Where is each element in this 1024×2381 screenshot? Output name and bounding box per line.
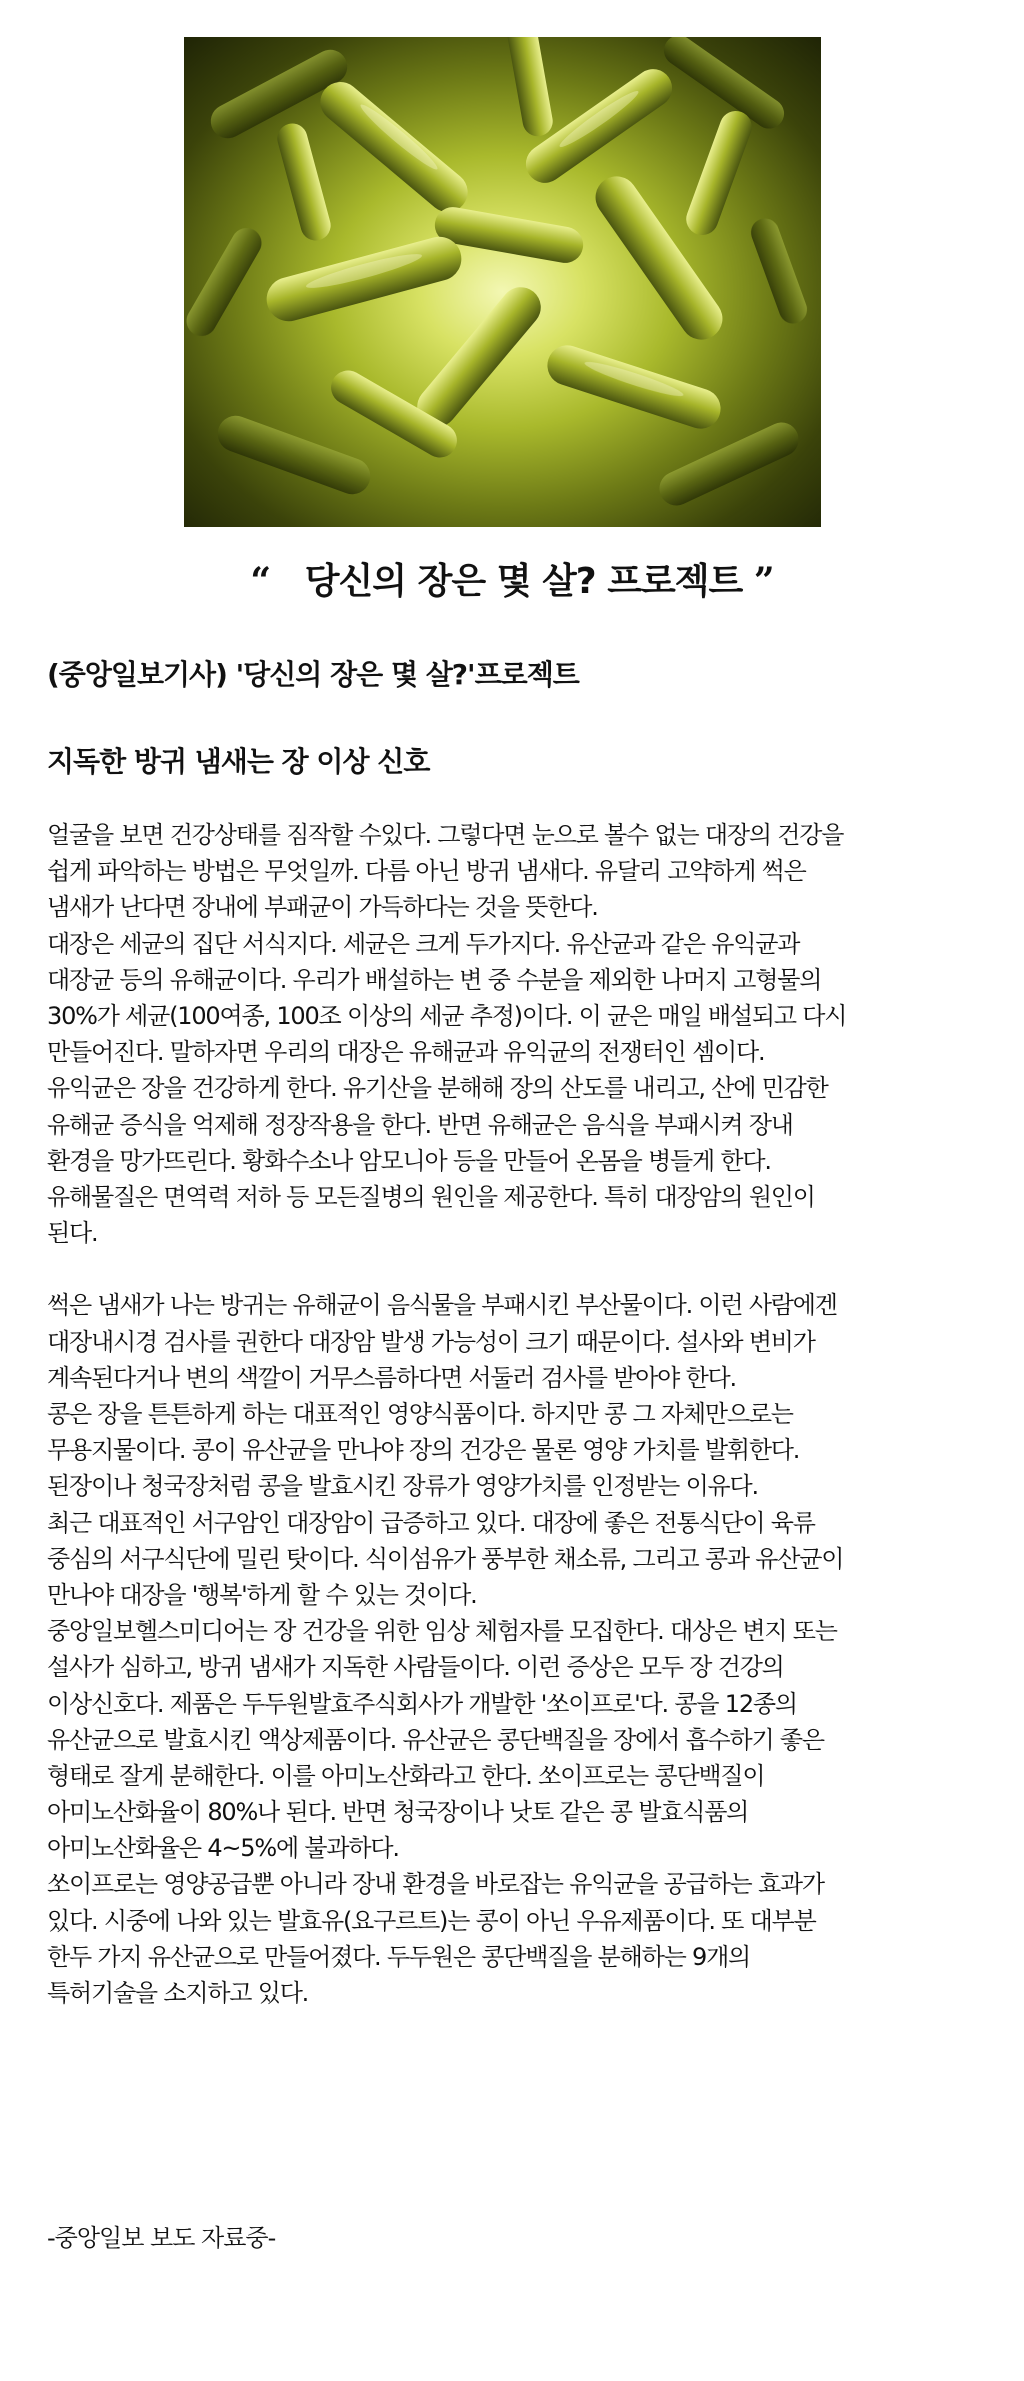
body-line: 대장은 세균의 집단 서식지다. 세균은 크게 두가지다. 유산균과 같은 유익균과	[47, 929, 800, 958]
body-line: 특허기술을 소지하고 있다.	[47, 1979, 309, 2007]
article-body	[47, 817, 987, 2011]
lead-line: (중앙일보기사) '당신의 장은 몇 살?'프로젝트	[47, 658, 579, 691]
source-credit: -중앙일보 보도 자료중-	[47, 2224, 276, 2252]
body-line: 이상신호다. 제품은 두두원발효주식회사가 개발한 '쏘이프로'다. 콩을 12종의	[47, 1689, 797, 1718]
body-line: 유산균으로 발효시킨 액상제품이다. 유산균은 콩단백질을 장에서 흡수하기 좋은	[47, 1725, 824, 1754]
body-line: 환경을 망가뜨린다. 황화수소나 암모니아 등을 만들어 온몸을 병들게 한다.	[47, 1146, 771, 1175]
body-line: 중앙일보헬스미디어는 장 건강을 위한 임상 체험자를 모집한다. 대상은 변지 또는	[47, 1617, 837, 1646]
body-line: 된다.	[47, 1219, 98, 1248]
body-line: 계속된다거나 변의 색깔이 거무스름하다면 서둘러 검사를 받아야 한다.	[47, 1363, 736, 1392]
close-quote: ”	[753, 560, 774, 602]
body-line: 대장내시경 검사를 권한다 대장암 발생 가능성이 크기 때문이다. 설사와 변비가	[47, 1327, 815, 1356]
headline-text: 당신의 장은 몇 살? 프로젝트	[304, 561, 743, 602]
body-line: 만들어진다. 말하자면 우리의 대장은 유해균과 유익균의 전쟁터인 셈이다.	[47, 1038, 765, 1067]
body-line: 쏘이프로는 영양공급뿐 아니라 장내 환경을 바로잡는 유익균을 공급하는 효과가	[47, 1870, 824, 1899]
body-line: 아미노산화율이 80%나 된다. 반면 청국장이나 낫토 같은 콩 발효식품의	[47, 1798, 749, 1827]
body-line: 유해물질은 면역력 저하 등 모든질병의 원인을 제공한다. 특히 대장암의 원인이	[47, 1182, 815, 1211]
body-line: 썩은 냄새가 나는 방귀는 유해균이 음식물을 부패시킨 부산물이다. 이런 사람에겐	[47, 1291, 837, 1320]
bacteria-illustration	[184, 37, 821, 527]
body-line: 중심의 서구식단에 밀린 탓이다. 식이섬유가 풍부한 채소류, 그리고 콩과 유산균이	[47, 1544, 844, 1573]
headline	[0, 553, 1024, 604]
body-line: 얼굴을 보면 건강상태를 짐작할 수있다. 그렇다면 눈으로 볼수 없는 대장의 건강을	[47, 821, 844, 849]
body-line: 대장균 등의 유해균이다. 우리가 배설하는 변 중 수분을 제외한 나머지 고형물의	[47, 965, 822, 994]
paragraph-gap	[47, 1251, 987, 1287]
body-line: 된장이나 청국장처럼 콩을 발효시킨 장류가 영양가치를 인정받는 이유다.	[47, 1472, 758, 1501]
body-line: 설사가 심하고, 방귀 냄새가 지독한 사람들이다. 이런 증상은 모두 장 건강의	[47, 1653, 784, 1682]
body-line: 무용지물이다. 콩이 유산균을 만나야 장의 건강은 물론 영양 가치를 발휘한다.	[47, 1436, 800, 1465]
body-line: 최근 대표적인 서구암인 대장암이 급증하고 있다. 대장에 좋은 전통식단이 육류	[47, 1508, 815, 1537]
open-quote: “	[250, 560, 271, 602]
bacteria-image	[184, 37, 821, 527]
body-line: 유익균은 장을 건강하게 한다. 유기산을 분해해 장의 산도를 내리고, 산에 민감한	[47, 1074, 828, 1103]
body-line: 30%가 세균(100여종, 100조 이상의 세균 추정)이다. 이 균은 매일 배설되고 다시	[47, 1001, 847, 1030]
subheading: 지독한 방귀 냄새는 장 이상 신호	[47, 745, 430, 778]
body-line: 유해균 증식을 억제해 정장작용을 한다. 반면 유해균은 음식을 부패시켜 장내	[47, 1110, 793, 1139]
body-line: 한두 가지 유산균으로 만들어졌다. 두두원은 콩단백질을 분해하는 9개의	[47, 1942, 751, 1971]
body-line: 있다. 시중에 나와 있는 발효유(요구르트)는 콩이 아닌 우유제품이다. 또 대부분	[47, 1906, 816, 1935]
body-line: 콩은 장을 튼튼하게 하는 대표적인 영양식품이다. 하지만 콩 그 자체만으로는	[47, 1400, 793, 1428]
body-line: 형태로 잘게 분해한다. 이를 아미노산화라고 한다. 쏘이프로는 콩단백질이	[47, 1761, 765, 1790]
body-line: 쉽게 파악하는 방법은 무엇일까. 다름 아닌 방귀 냄새다. 유달리 고약하게 썩은	[47, 857, 806, 886]
body-line: 아미노산화율은 4~5%에 불과하다.	[47, 1834, 399, 1863]
body-line: 냄새가 난다면 장내에 부패균이 가득하다는 것을 뜻한다.	[47, 893, 598, 922]
body-line: 만나야 대장을 '행복'하게 할 수 있는 것이다.	[47, 1580, 477, 1609]
